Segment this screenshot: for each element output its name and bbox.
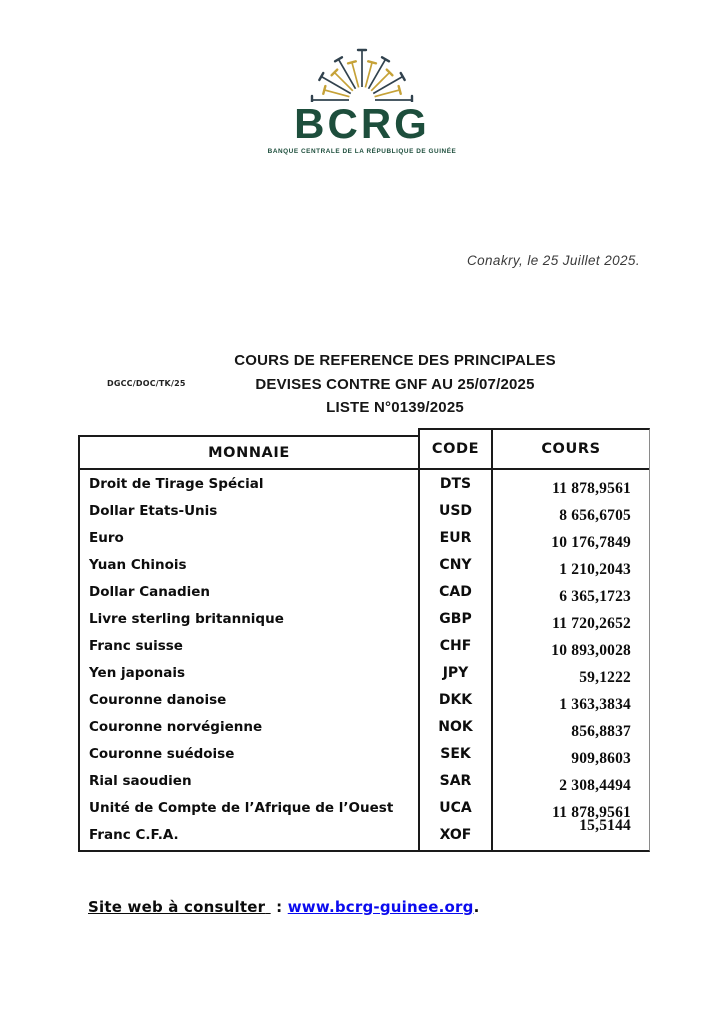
header-cours: COURS (493, 430, 649, 470)
currency-rate: 1 363,3834 (559, 695, 631, 713)
exchange-rates-table (78, 428, 650, 852)
currency-name: Unité de Compte de l’Afrique de l’Ouest (89, 799, 394, 816)
footer-label: Site web à consulter (88, 898, 266, 916)
column-code (418, 428, 493, 852)
website-link[interactable]: www.bcrg-guinee.org (287, 898, 474, 916)
currency-rate: 11 878,9561 (552, 803, 631, 821)
currency-rate: 8 656,6705 (559, 506, 631, 524)
currency-rate: 59,1222 (579, 668, 631, 686)
currency-name: Franc C.F.A. (89, 826, 179, 843)
currency-rate: 15,5144 (579, 816, 631, 834)
title-line-2: DEVISES CONTRE GNF AU 25/07/2025 (255, 375, 535, 393)
currency-name: Yuan Chinois (89, 556, 187, 573)
footer-website-line (88, 898, 479, 916)
title-line-1: COURS DE REFERENCE DES PRINCIPALES (234, 352, 556, 369)
title-line-3: LISTE N°0139/2025 (326, 399, 464, 416)
currency-code: UCA (439, 799, 472, 816)
currency-rate: 11 720,2652 (552, 614, 631, 632)
bcrg-logo (0, 44, 724, 155)
currency-code: NOK (438, 718, 473, 735)
logo-tagline: BANQUE CENTRALE DE LA RÉPUBLIQUE DE GUINÉE (267, 148, 457, 155)
currency-code: GBP (439, 610, 472, 627)
currency-rate: 10 176,7849 (551, 533, 631, 551)
currency-name: Livre sterling britannique (89, 610, 284, 627)
currency-name: Dollar Etats-Unis (89, 502, 218, 519)
currency-name: Couronne norvégienne (89, 718, 263, 735)
column-cours (493, 428, 650, 852)
currency-rate: 909,8603 (571, 749, 631, 767)
currency-code: XOF (439, 826, 472, 843)
code-rows (420, 470, 491, 848)
header-monnaie: MONNAIE (80, 437, 418, 470)
currency-name: Rial saoudien (89, 772, 192, 789)
currency-name: Couronne suédoise (89, 745, 235, 762)
dateline: Conakry, le 25 Juillet 2025. (466, 253, 640, 268)
currency-code: EUR (439, 529, 472, 546)
monnaie-rows (80, 470, 418, 848)
currency-name: Yen japonais (89, 664, 186, 681)
footer-period: . (473, 898, 480, 916)
currency-name: Franc suisse (89, 637, 183, 654)
currency-name: Couronne danoise (89, 691, 227, 708)
column-monnaie (78, 435, 418, 852)
currency-rate: 856,8837 (571, 722, 631, 740)
currency-rate: 1 210,2043 (559, 560, 631, 578)
currency-code: JPY (442, 664, 469, 681)
currency-code: DKK (438, 691, 473, 708)
currency-code: SEK (440, 745, 471, 762)
reference-code: DGCC/DOC/TK/25 (107, 379, 186, 388)
currency-code: DTS (439, 475, 472, 492)
currency-rate: 6 365,1723 (559, 587, 631, 605)
currency-name: Euro (89, 529, 124, 546)
currency-rate: 11 878,9561 (552, 479, 631, 497)
currency-code: CAD (439, 583, 472, 600)
currency-code: CHF (439, 637, 472, 654)
document-title (150, 349, 640, 420)
header-code: CODE (420, 430, 491, 470)
sunburst-trumpets-icon (306, 44, 418, 102)
currency-rate: 2 308,4494 (559, 776, 631, 794)
currency-rate: 10 893,0028 (551, 641, 631, 659)
currency-code: CNY (439, 556, 472, 573)
currency-code: SAR (439, 772, 472, 789)
footer-colon: : (276, 898, 283, 916)
currency-name: Droit de Tirage Spécial (89, 475, 264, 492)
cours-rows (493, 470, 649, 839)
logo-wordmark: BCRG (294, 100, 430, 147)
currency-code: USD (438, 502, 473, 519)
currency-name: Dollar Canadien (89, 583, 210, 600)
